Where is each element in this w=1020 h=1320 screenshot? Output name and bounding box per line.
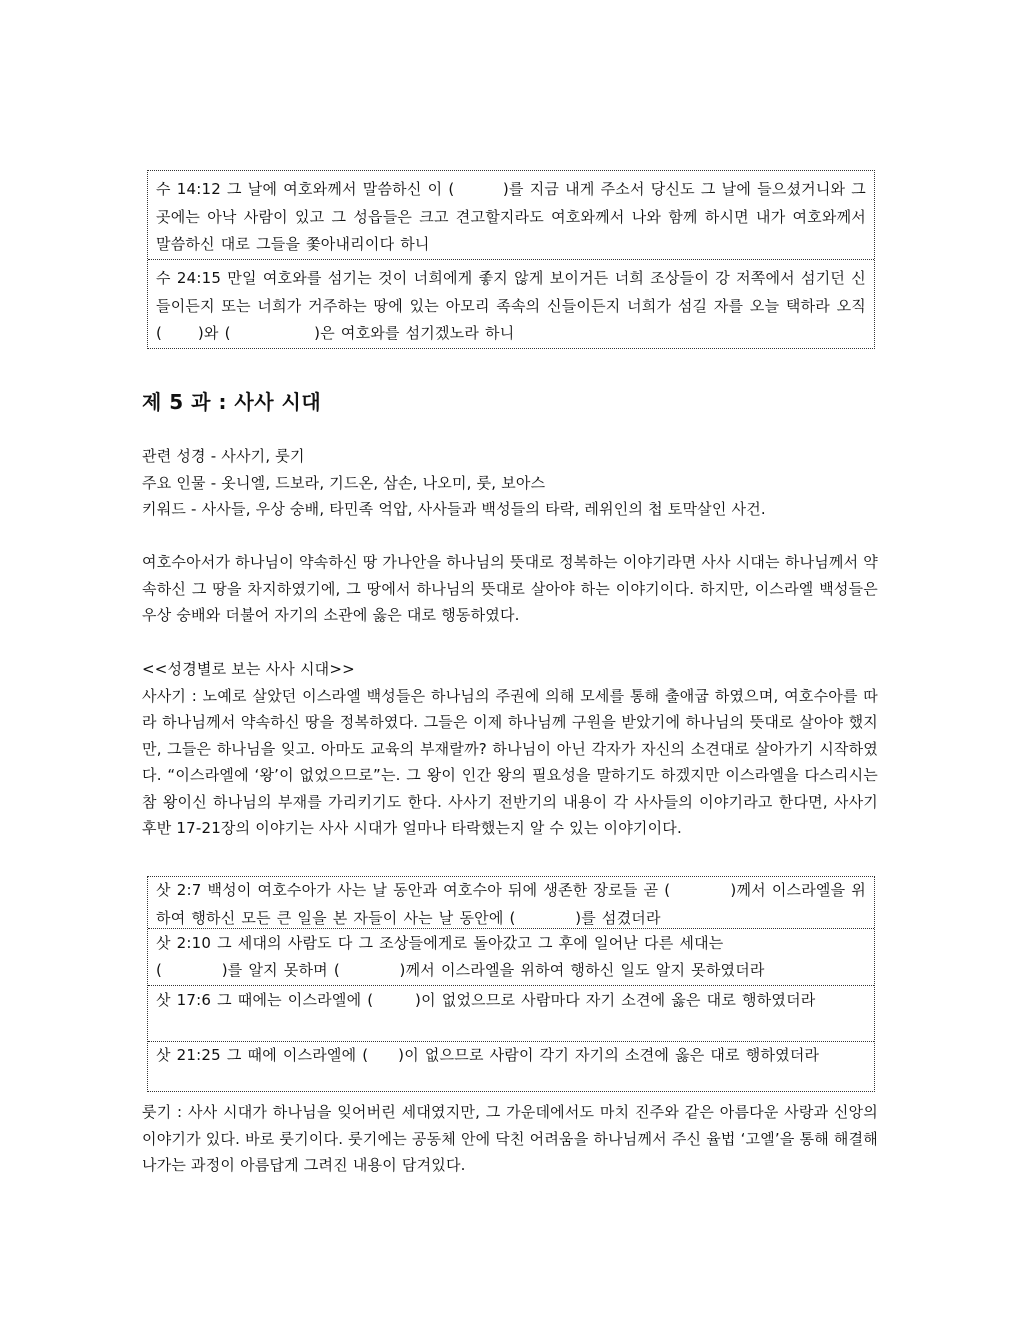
key-figures: 주요 인물 - 옷니엘, 드보라, 기드온, 삼손, 나오미, 룻, 보아스 [142,473,546,492]
section-heading: <<성경별로 보는 사사 시대>> [142,660,355,678]
verse-row-joshua-14-12 [148,171,874,259]
verse-row-judges-2-7 [148,877,874,928]
verse-text: 삿 21:25 그 때에 이스라엘에 ( )이 없으므로 사람이 각기 자기의 소견에 옳은 대로 행하였더라 [156,1046,820,1064]
verse-text: 삿 2:7 백성이 여호수아가 사는 날 동안과 여호수아 뒤에 생존한 장로들 곧 ( )께서 이스라엘을 위하여 행하신 모든 큰 일을 본 자들이 사는 날 동안에 ( )를 섬겼더라 [156,881,866,927]
verse-row-judges-21-25 [148,1041,874,1091]
judges-text: 사사기 : 노예로 살았던 이스라엘 백성들은 하나님의 주권에 의해 모세를 통해 출애굽 하였으며, 여호수아를 따라 하나님께서 약속하신 땅을 정복하였다. 그들은 이제 하나님께 구원을 받았기에 하나님의 뜻대로 살아야 했지만, 그들은 하나님을 잊고. 아마도 교육의 부재랄까? 하나님이 아닌 각자가 자신의 소견대로 살아가기 시작하였다. “이스라엘에 ‘왕’이 없었으므로”는. 그 왕이 인간 왕의 필요성을 말하기도 하겠지만 이스라엘을 다스리시는 참 왕이신 하나님의 부재를 가리키기도 한다. 사사기 전반기의 내용이 각 사사들의 이야기라고 한다면, 사사기 후반 17-21장의 이야기는 사사 시대가 얼마나 타락했는지 알 수 있는 이야기이다. [142,686,878,837]
related-books: 관련 성경 - 사사기, 룻기 [142,447,305,465]
ruth-paragraph [142,1099,878,1179]
verse-row-judges-2-10 [148,928,874,985]
verse-text: 삿 17:6 그 때에는 이스라엘에 ( )이 없었으므로 사람마다 자기 소견에 옳은 대로 행하였더라 [156,991,816,1009]
verse-row-joshua-24-15 [148,259,874,348]
verse-text: 수 24:15 만일 여호와를 섬기는 것이 너희에게 좋지 않게 보이거든 너희 조상들이 강 저쪽에서 섬기던 신들이든지 또는 너희가 거주하는 땅에 있는 아모리 족속의 신들이든지 너희가 섬길 자를 오늘 택하라 오직 ( )와 ( )은 여호와를 섬기겠노라 하니 [156,269,872,342]
verse-table-judges [147,876,875,1092]
judges-section [142,656,878,842]
verse-text-line2: ( )를 알지 못하며 ( )께서 이스라엘을 위하여 행하신 일도 알지 못하였더라 [156,960,765,979]
lesson-title: 제 5 과 : 사사 시대 [142,390,322,414]
keywords: 키워드 - 사사들, 우상 숭배, 타민족 억압, 사사들과 백성들의 타락, 레위인의 첩 토막살인 사건. [142,500,766,518]
verse-row-judges-17-6 [148,985,874,1041]
lesson-meta [142,443,878,523]
ruth-text: 룻기 : 사사 시대가 하나님을 잊어버린 세대였지만, 그 가운데에서도 마치 진주와 같은 아름다운 사랑과 신앙의 이야기가 있다. 바로 룻기이다. 룻기에는 공동체 안에 닥친 어려움을 하나님께서 주신 율법 ‘고엘’을 통해 해결해 나가는 과정이 아름답게 그려진 내용이 담겨있다. [142,1103,878,1174]
verse-text-line1: 삿 2:10 그 세대의 사람도 다 그 조상들에게로 돌아갔고 그 후에 일어난 다른 세대는 [156,934,724,952]
intro-paragraph [142,549,878,629]
intro-text: 여호수아서가 하나님이 약속하신 땅 가나안을 하나님의 뜻대로 정복하는 이야기라면 사사 시대는 하나님께서 약속하신 그 땅을 차지하였기에, 그 땅에서 하나님의 뜻대로 살아야 하는 이야기이다. 하지만, 이스라엘 백성들은 우상 숭배와 더불어 자기의 소관에 옳은 대로 행동하였다. [142,553,878,624]
verse-table-joshua [147,170,875,349]
verse-text: 수 14:12 그 날에 여호와께서 말씀하신 이 ( )를 지금 내게 주소서 당신도 그 날에 들으셨거니와 그 곳에는 아낙 사람이 있고 그 성읍들은 크고 견고할지라도 여호와께서 나와 함께 하시면 내가 여호와께서 말씀하신 대로 그들을 쫓아내리이다 하니 [156,180,872,253]
